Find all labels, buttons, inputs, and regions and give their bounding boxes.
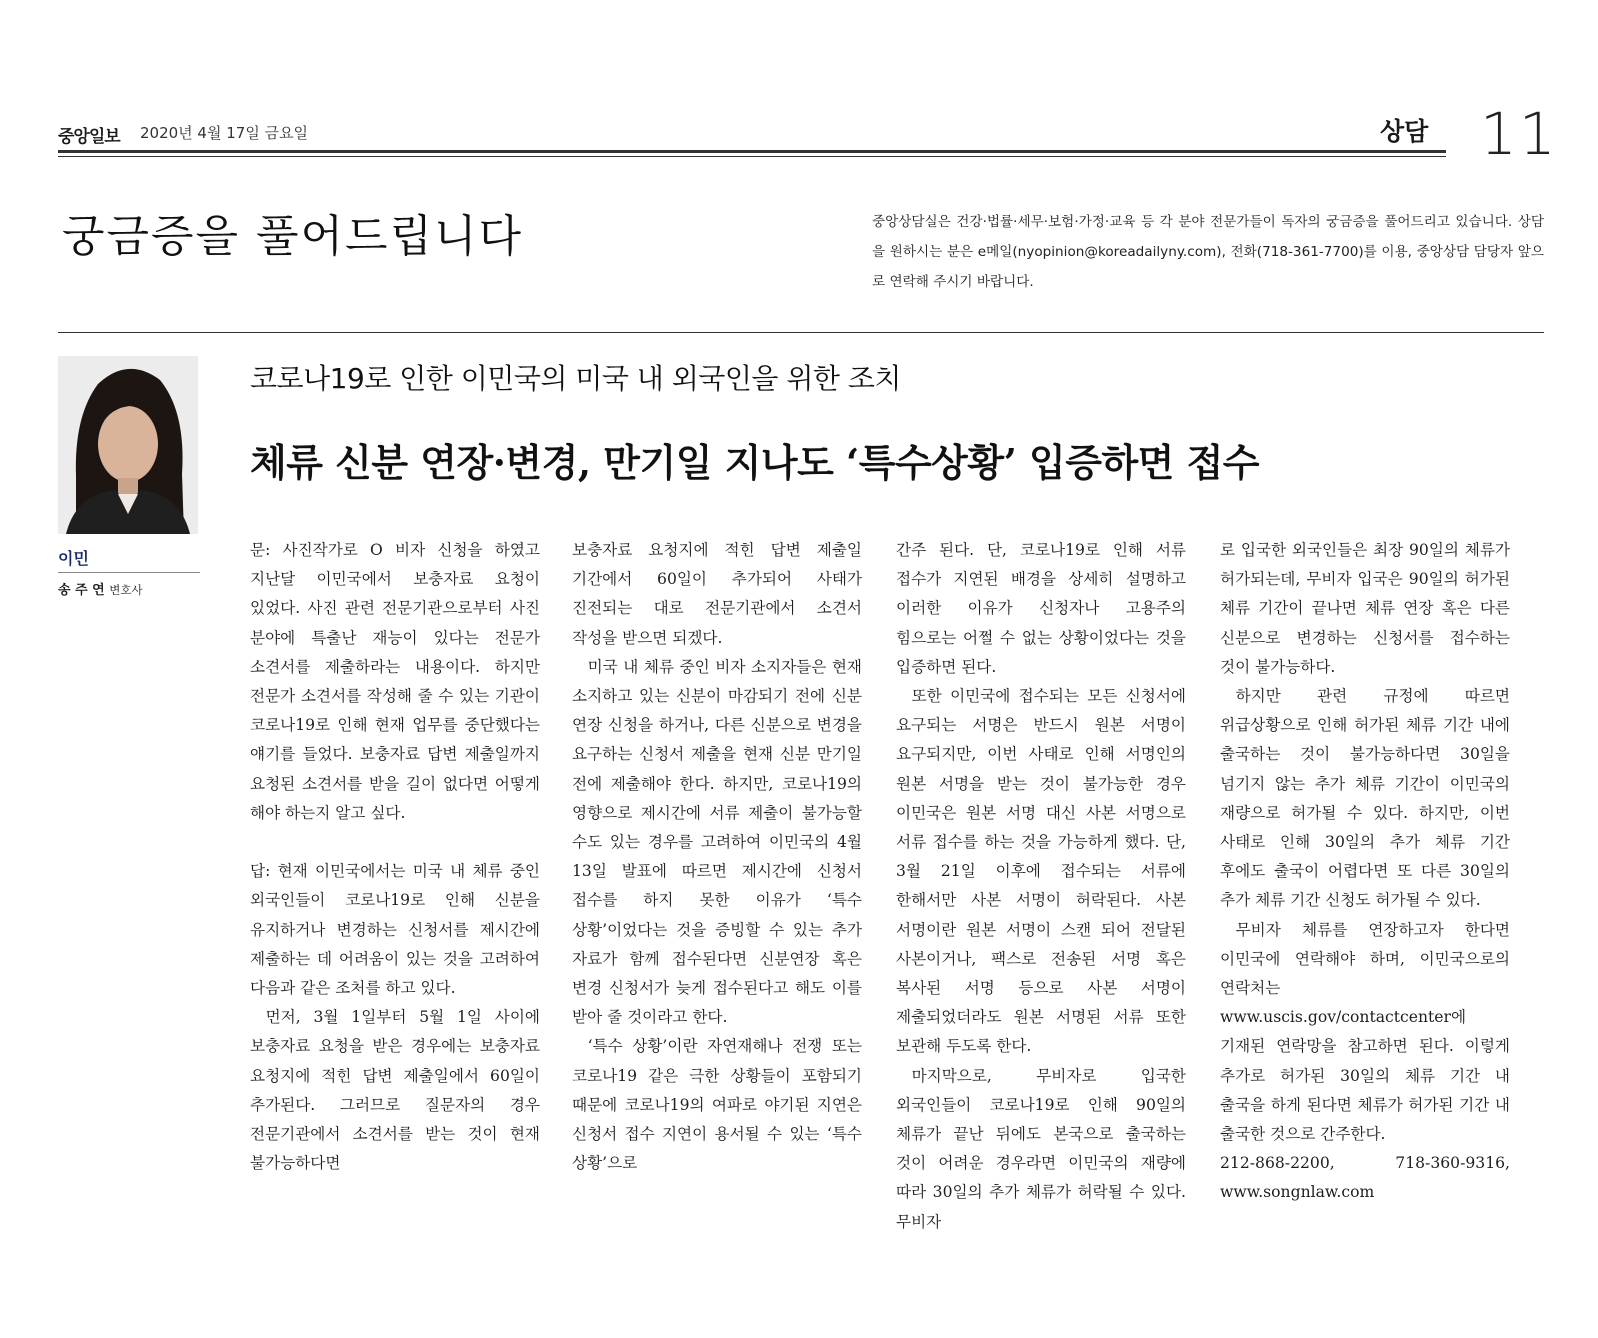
body-paragraph: 간주 된다. 단, 코로나19로 인해 서류 접수가 지연된 배경을 상세히 설명하고 이러한 이유가 신청자나 고용주의 힘으로는 어쩔 수 없는 상황이었다는 것을 입증하면 된다. (896, 541, 1186, 676)
body-paragraph: ‘특수 상황’이란 자연재해나 전쟁 또는 코로나19 같은 극한 상황들이 포함되기 때문에 코로나19의 여파로 야기된 지연은 신청서 접수 지연이 용서될 수 있는 ‘특수 상황’으로 (572, 1037, 862, 1173)
body-paragraph: 먼저, 3월 1일부터 5월 1일 사이에 보충자료 요청을 받은 경우에는 보충자료 요청지에 적힌 답변 제출일에서 60일이 추가된다. 그러므로 질문자의 경우 전문기관에서 소견서를 받는 것이 현재 불가능하다면 (250, 1008, 540, 1173)
byline-category: 이민 (58, 549, 89, 568)
body-paragraph: 보충자료 요청지에 적힌 답변 제출일 기간에서 60일이 추가되어 사태가 진전되는 대로 전문기관에서 소견서 작성을 받으면 되겠다. (572, 541, 862, 647)
section-divider (58, 332, 1544, 333)
masthead (58, 100, 1558, 168)
series-description: 중앙상담실은 건강·법률·세무·보험·가정·교육 등 각 분야 전문가들이 독자의 궁금증을 풀어드리고 있습니다. 상담을 원하시는 분은 e메일(nyopinion@koreadailyny.com), 전화(718-361-7700)를 이용, 중앙상담 담당자 앞으로 연락해 주시기 바랍니다. (872, 214, 1544, 290)
page-number: 11 (1480, 100, 1558, 168)
answer-paragraph: 답: 현재 이민국에서는 미국 내 체류 중인 외국인들이 코로나19로 인해 신분을 유지하거나 변경하는 신청서를 제시간에 제출하는 데 어려움이 있는 것을 고려하여 다음과 같은 조처를 하고 있다. (250, 862, 540, 998)
question-paragraph: 문: 사진작가로 O 비자 신청을 하였고 지난달 이민국에서 보충자료 요청이 있었다. 사진 관련 전문기관으로부터 사진 분야에 특출난 재능이 있다는 전문가 소견서를 제출하라는 내용이다. 하지만 전문가 소견서를 작성해 줄 수 있는 기관이 코로나19로 인해 현재 업무를 중단했다는 얘기를 들었다. 보충자료 답변 제출일까지 요청된 소견서를 받을 길이 없다면 어떻게 해야 하는지 알고 싶다. (250, 541, 540, 822)
article-column-4 (1220, 536, 1510, 1208)
masthead-rule-thin (58, 156, 1446, 157)
series-title: 궁금증을 풀어드립니다 (62, 211, 524, 262)
body-paragraph: 마지막으로, 무비자로 입국한 외국인들이 코로나19로 인해 90일의 체류가 끝난 뒤에도 본국으로 출국하는 것이 어려운 경우라면 이민국의 재량에 따라 30일의 추가 체류가 허락될 수 있다. 무비자 (896, 1066, 1186, 1231)
article-subtitle: 코로나19로 인한 이민국의 미국 내 외국인을 위한 조치 (250, 362, 901, 395)
masthead-rule-thick (58, 150, 1446, 153)
article-column-2 (572, 536, 862, 1178)
body-paragraph: 로 입국한 외국인들은 최장 90일의 체류가 허가되는데, 무비자 입국은 90일의 허가된 체류 기간이 끝나면 체류 연장 혹은 다른 신분으로 변경하는 신청서를 접수하는 것이 불가능하다. (1220, 541, 1510, 676)
body-paragraph: 또한 이민국에 접수되는 모든 신청서에 요구되는 서명은 반드시 원본 서명이 요구되지만, 이번 사태로 인해 서명인의 원본 서명을 받는 것이 불가능한 경우 이민국은 원본 서명 대신 사본 서명으로 서류 접수를 하는 것을 가능하게 했다. 단, 3월 21일 이후에 접수되는 서류에 한해서만 사본 서명이 허락된다. 사본 서명이란 원본 서명이 스캔 되어 전달된 사본이거나, 팩스로 전송된 서명 혹은 복사된 서명 등으로 사본 서명이 제출되었더라도 원본 서명된 서류 또한 보관해 두도록 한다. (896, 687, 1186, 1056)
body-paragraph: 하지만 관련 규정에 따르면 위급상황으로 인해 허가된 체류 기간 내에 출국하는 것이 불가능하다면 30일을 넘기지 않는 추가 체류 기간이 이민국의 재량으로 허가될 수 있다. 하지만, 이번 사태로 인해 30일의 추가 체류 기간 후에도 출국이 어렵다면 또 다른 30일의 추가 체류 기간 신청도 허가될 수 있다. (1220, 687, 1510, 910)
article-column-1 (250, 536, 540, 1178)
publication-date: 2020년 4월 17일 금요일 (140, 124, 309, 142)
author-name: 송 주 연 (58, 583, 105, 598)
byline (58, 546, 200, 598)
article-column-3 (896, 536, 1186, 1237)
paper-name: 중앙일보 (58, 127, 120, 147)
body-paragraph: 무비자 체류를 연장하고자 한다면 이민국에 연락해야 하며, 이민국으로의 연락처는 www.uscis.gov/contactcenter에 기재된 연락망을 참고하면 된다. 이렇게 추가로 허가된 30일의 체류 기간 내 출국을 하게 된다면 체류가 허가된 기간 내 출국한 것으로 간주한다. (1220, 920, 1510, 1144)
author-role: 변호사 (109, 583, 143, 597)
contact-info: 212-868-2200, 718-360-9316, www.songnlaw.com (1220, 1154, 1510, 1202)
byline-rule (58, 572, 200, 573)
body-paragraph: 미국 내 체류 중인 비자 소지자들은 현재 소지하고 있는 신분이 마감되기 전에 신분 연장 신청을 하거나, 다른 신분으로 변경을 요구하는 신청서 제출을 현재 신분 만기일 전에 제출해야 한다. 하지만, 코로나19의 영향으로 제시간에 서류 제출이 불가능할 수도 있는 경우를 고려하여 이민국의 4월 13일 발표에 따르면 제시간에 신청서 접수를 하지 못한 이유가 ‘특수 상황’이었다는 것을 증빙할 수 있는 추가 자료가 함께 접수된다면 신분연장 혹은 변경 신청서가 늦게 접수된다고 해도 이를 받아 줄 것이라고 한다. (572, 657, 862, 1027)
byline-author (58, 579, 200, 598)
article-headline: 체류 신분 연장·변경, 만기일 지나도 ‘특수상황’ 입증하면 접수 (250, 440, 1260, 485)
section-label: 상담 (1380, 117, 1429, 146)
author-portrait-icon (58, 356, 198, 534)
author-photo (58, 356, 198, 534)
